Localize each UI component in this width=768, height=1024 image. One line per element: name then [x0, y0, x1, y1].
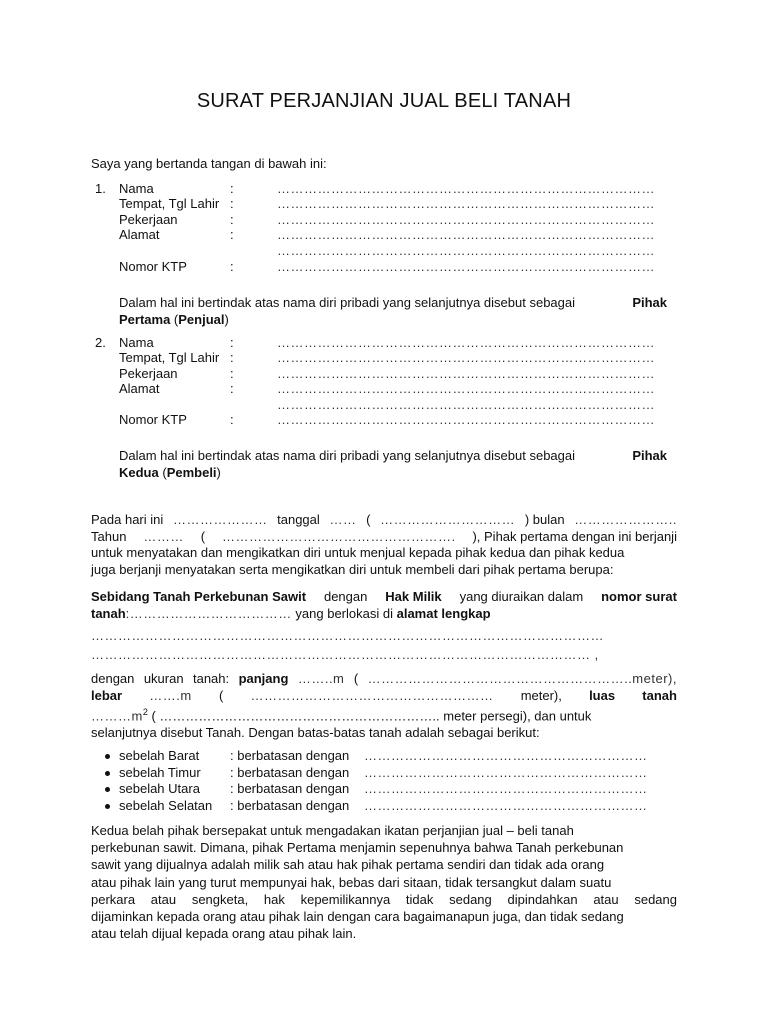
border-item-north — [119, 781, 200, 796]
land-type: Sebidang Tanah Perkebunan Sawit — [91, 589, 307, 604]
land-certificate-label-2: tanah — [91, 605, 126, 621]
agreement-text: tanggal — [277, 512, 320, 527]
size-text: dengan — [91, 671, 135, 686]
party-1-field-ktp-label: Nomor KTP — [119, 259, 187, 274]
party-1-number: 1. — [95, 181, 106, 196]
agreement-line-1 — [91, 512, 677, 529]
area-label: luas — [589, 687, 616, 703]
border-side-label: sebelah Barat — [119, 748, 200, 763]
land-size-paragraph — [91, 671, 677, 742]
land-certificate-label: nomor surat — [601, 589, 677, 604]
border-text: : berbatasan dengan — [230, 798, 350, 813]
party-2-number: 2. — [95, 335, 106, 350]
year-words-field[interactable]: ……………………………………………. — [221, 528, 456, 544]
border-south-field[interactable]: ……………………………………………………… — [364, 798, 648, 813]
length-label: panjang — [238, 671, 289, 686]
area-words-field[interactable]: ( ……………………………………………………….. meter persegi), dan untuk — [151, 708, 592, 724]
party-1-field-job-label: Pekerjaan — [119, 212, 178, 227]
party-1-colon: : — [230, 227, 234, 242]
agreement-text: ), Pihak pertama dengan ini berjanji — [472, 528, 677, 544]
party-2-address-field[interactable]: ………………………………………………………………………… — [277, 381, 655, 396]
party-2-field-name-label: Nama — [119, 335, 154, 350]
party-1-role-word: Pihak — [632, 295, 667, 310]
party-2-colon: : — [230, 381, 234, 396]
date-words-field[interactable]: ………………………… — [380, 512, 516, 527]
land-line-2 — [91, 606, 677, 623]
size-text: ( — [218, 687, 224, 703]
document-title: SURAT PERJANJIAN JUAL BELI TANAH — [196, 90, 572, 112]
area-label-2: tanah — [642, 687, 677, 703]
party-1-field-birth-label: Tempat, Tgl Lahir — [119, 196, 220, 211]
agreement-text: Pada hari ini — [91, 512, 164, 527]
border-side-label: sebelah Selatan — [119, 798, 213, 813]
size-text: tanah: — [192, 671, 230, 686]
party-1-colon: : — [230, 259, 234, 274]
party-2-field-ktp-label: Nomor KTP — [119, 412, 187, 427]
size-line-2 — [91, 688, 677, 705]
party-1-statement: Dalam hal ini bertindak atas nama diri pribadi yang selanjutnya disebut sebagai Pihak Pertama (Penjual) — [119, 295, 667, 327]
agreement-text: ( — [366, 512, 371, 527]
party-2-address-field-2[interactable]: ………………………………………………………………………… — [277, 397, 655, 412]
agreement-text: ( — [200, 528, 206, 544]
closing-line: perkara atau sengketa, hak kepemilikannya tidak sedang dipindahkan atau sedang — [91, 891, 677, 907]
party-2-colon: : — [230, 335, 234, 350]
agreement-line-3: untuk menyatakan dan mengikatkan diri untuk menjual kepada pihak kedua dan pihak kedua — [91, 545, 625, 561]
border-side-label: sebelah Utara — [119, 781, 200, 796]
party-2-name-field[interactable]: ………………………………………………………………………… — [277, 335, 655, 350]
address-field-2[interactable]: ………………………………………………………………………………………………… , — [91, 646, 599, 662]
party-1-field-address-label: Alamat — [119, 227, 160, 242]
land-text: yang berlokasi di — [295, 605, 393, 621]
land-ownership: Hak Milik — [385, 589, 442, 604]
length-words-field[interactable]: …………………………………………………..meter), — [367, 671, 677, 686]
party-2-birth-field[interactable]: ………………………………………………………………………… — [277, 350, 655, 365]
width-words-field[interactable]: ……………………………………………… — [250, 687, 494, 703]
border-text: : berbatasan dengan — [230, 765, 350, 780]
party-2-colon: : — [230, 350, 234, 365]
date-field[interactable]: …… — [329, 512, 357, 527]
party-2-field-birth-label: Tempat, Tgl Lahir — [119, 350, 220, 365]
size-text: meter), — [520, 687, 562, 703]
size-line-3: $\dots\dots\dots m^2$ ( ……………………………………………………….. meter persegi), dan untuk — [91, 707, 592, 724]
party-1-colon: : — [230, 196, 234, 211]
width-label: lebar — [91, 687, 123, 703]
party-1-name-field[interactable]: ………………………………………………………………………… — [277, 181, 655, 196]
closing-line: Kedua belah pihak bersepakat untuk mengadakan ikatan perjanjian jual – beli tanah — [91, 823, 574, 838]
agreement-paragraph — [91, 512, 677, 578]
land-text: dengan — [323, 589, 368, 604]
party-1-role-name: Pertama — [119, 312, 171, 327]
address-label: alamat lengkap — [396, 605, 491, 621]
agreement-text: ) bulan — [524, 512, 565, 527]
border-east-field[interactable]: ……………………………………………………… — [364, 765, 648, 780]
day-field[interactable]: ………………… — [172, 512, 268, 527]
party-1-colon: : — [230, 212, 234, 227]
agreement-line-4: juga berjanji menyatakan serta mengikatkan diri untuk membeli dari pihak pertama berupa: — [91, 561, 614, 577]
party-2-colon: : — [230, 366, 234, 381]
width-field[interactable]: …….m — [149, 687, 192, 703]
party-1-address-field-2[interactable]: ………………………………………………………………………… — [277, 243, 655, 258]
party-1-field-name-label: Nama — [119, 181, 154, 196]
border-item-west — [119, 748, 199, 763]
party-2-statement-text: Dalam hal ini bertindak atas nama diri pribadi yang selanjutnya disebut sebagai — [119, 448, 575, 463]
closing-line: dijaminkan kepada orang atau pihak lain dengan cara bagaimanapun juga, dan tidak sedang — [91, 909, 624, 925]
border-text: : berbatasan dengan — [230, 748, 350, 763]
border-item-south — [119, 798, 212, 813]
area-field[interactable]: ………m — [91, 708, 143, 724]
party-2-role-word: Pihak — [632, 448, 667, 463]
land-text: yang diuraikan dalam — [459, 589, 584, 604]
party-1-birth-field[interactable]: ………………………………………………………………………… — [277, 196, 655, 211]
party-2-field-address-label: Alamat — [119, 381, 160, 396]
party-2-role-name: Kedua — [119, 465, 159, 480]
party-2-colon: : — [230, 412, 234, 427]
party-1-role-label: Penjual — [178, 312, 225, 327]
land-description — [91, 589, 677, 663]
party-1-statement-text: Dalam hal ini bertindak atas nama diri pribadi yang selanjutnya disebut sebagai — [119, 295, 575, 310]
closing-line: atau pihak lain yang turut mempunyai hak, bebas dari sitaan, tidak tersangkut dalam suatu — [91, 874, 612, 890]
border-item-east — [119, 765, 201, 780]
length-field[interactable]: ……..m — [297, 671, 345, 686]
party-2-statement: Dalam hal ini bertindak atas nama diri pribadi yang selanjutnya disebut sebagai Pihak Kedua (Pembeli) — [119, 448, 667, 480]
border-west-field[interactable]: ……………………………………………………… — [364, 748, 648, 763]
closing-line: perkebunan sawit. Dimana, pihak Pertama menjamin sepenuhnya bahwa Tanah perkebunan — [91, 840, 624, 856]
closing-paragraph — [91, 822, 677, 942]
party-2-ktp-field[interactable]: ………………………………………………………………………… — [277, 412, 655, 427]
border-text: : berbatasan dengan — [230, 781, 350, 796]
agreement-line-2 — [91, 529, 677, 546]
party-2-field-job-label: Pekerjaan — [119, 366, 178, 381]
party-2-role-label: Pembeli — [166, 465, 217, 480]
month-field[interactable]: ………………….. — [574, 512, 677, 527]
size-text: ( — [353, 671, 359, 686]
land-line-1 — [91, 589, 677, 606]
size-line-4: selanjutnya disebut Tanah. Dengan batas-batas tanah adalah sebagai berikut: — [91, 725, 540, 741]
year-field[interactable]: ……… — [143, 528, 184, 544]
agreement-text: Tahun — [91, 528, 127, 544]
party-2-job-field[interactable]: ………………………………………………………………………… — [277, 366, 655, 381]
intro-text: Saya yang bertanda tangan di bawah ini: — [91, 156, 327, 171]
size-line-1 — [91, 671, 677, 688]
party-1-address-field[interactable]: ………………………………………………………………………… — [277, 227, 655, 242]
party-1-ktp-field[interactable]: ………………………………………………………………………… — [277, 259, 655, 274]
size-text: ukuran — [143, 671, 184, 686]
border-north-field[interactable]: ……………………………………………………… — [364, 781, 648, 796]
border-side-label: sebelah Timur — [119, 765, 201, 780]
party-1-colon: : — [230, 181, 234, 196]
certificate-number-field[interactable]: :……………………………… — [125, 605, 292, 621]
closing-line: sawit yang dijualnya adalah milik sah atau hak pihak pertama sendiri dan tidak ada orang — [91, 857, 605, 873]
party-1-job-field[interactable]: ………………………………………………………………………… — [277, 212, 655, 227]
closing-line: atau telah dijual kepada orang atau pihak lain. — [91, 926, 357, 942]
address-field-1[interactable]: …………………………………………………………………………………………………… — [91, 628, 604, 644]
